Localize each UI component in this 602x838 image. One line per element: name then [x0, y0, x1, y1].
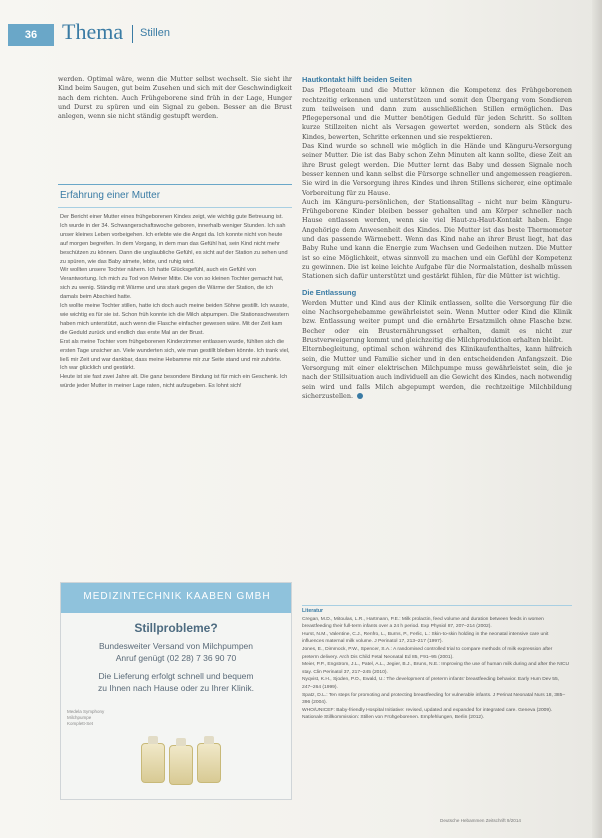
breast-pump-bottle-icon — [169, 745, 193, 785]
literature-entry: Jones, E., Dimmock, P.W., Spencer, S.A.: A randomised controlled trial to compare methods of milk expression after preterm delivery. Arch Dis Child Fetal Neonatal Ed 85, F91–95 (2001). — [302, 646, 553, 660]
literature-entry: Cregan, M.D., Mitoulas, L.R., Hartmann, P.E.: Milk prolactin, feed volume and duration between feeds in women breastfeeding their full-term infants over a 24 h period. Exp Physiol 87, 207–214 (2002). — [302, 616, 544, 630]
advertisement — [60, 582, 292, 800]
box-paragraph: Wir wollten unsere Tochter nähern. Ich hatte Glücksgefühl, auch ein Gefühl von Verantwortung. Ich mich zu Tod von Meiner Mitte. Die von so kleinen Tochter gemacht hat, sich zu wenig. Ständig mit Wärme und uns stark gegen die Wärme der Station, die ich damals beim Abschied hatte. — [60, 267, 284, 301]
ad-line: Die Lieferung erfolgt schnell und bequem — [98, 671, 254, 681]
box-top-rule — [58, 184, 292, 185]
ad-headline: Stillprobleme? — [134, 621, 218, 635]
page-header — [8, 19, 568, 54]
intro-paragraph: werden. Optimal wäre, wenn die Mutter selbst wechselt. Sie sieht ihr Kind beim Saugen, gut beim Zusehen und sich mit der Geschwindigkeit nach dem richten. Auch Frühgeborene sind früh in der Lage, Hunger und Durst zu spüren und ein Signal zu geben. Besser an die Brust anlegen, wenn sie nicht ständig gestupft werden. — [58, 75, 292, 121]
ad-line: Bundesweiter Versand von Milchpumpen — [98, 641, 254, 651]
box-title: Erfahrung einer Mutter — [60, 190, 161, 201]
literature-entry: Nationale Stillkommission: Stillen von Frühgeborenen. Empfehlungen, Berlin (2012). — [302, 715, 485, 721]
literature-entry: Meier, P.P., Engstrom, J.L., Patel, A.L., Jegier, B.J., Bruns, N.E.: Improving the use of human milk during and after the NICU stay. Clin Perinatol 37, 217–245 (2010). — [302, 662, 570, 675]
ad-company-name: MEDIZINTECHNIK KAABEN GMBH — [83, 591, 271, 602]
body-paragraph: Das Kind wurde so schnell wie möglich in die Hände und Känguru-Versorgung seiner Mutter. Die ist das Baby schon Zehn Minuten alt kann sollte, diese Zeit an ihre Brust gelegt werden. Die Mutter lernt das Baby und dessen Signale noch besser kennen und kann selbst die Fürsorge schneller und angemessen reagieren. Sie wird in die Versorgung ihres Kindes und ihren Stillens sicherer, eine optimale Vorbereitung für zu Hause. — [302, 142, 572, 197]
literature-entry: Nyqvist, K.H., Sjoden, P.O., Ewald, U.: The development of preterm infants’ breastfeeding behavior. Early Hum Dev 55, 247–264 (1999). — [302, 677, 560, 690]
box-paragraph: Der Bericht einer Mutter eines frühgeborenen Kindes zeigt, wie wichtig gute Betreuung ist. — [60, 214, 283, 220]
page-edge — [592, 0, 602, 838]
body-paragraph: Das Pflegeteam und die Mutter können die Kompetenz des Frühgeborenen rechtzeitig erkennen und unterstützen und somit den Übergang vom Sondieren zum teilweisen und dann zum ausschließlichen Stillen ermöglichen. Das Pflegepersonal und die Mutter benötigen Geduld für jeden Schritt. So sollten kurze Stillzeiten nicht als Versagen gewertet werden, sondern als Stück des Kindes, bewerten, Schritte erkennen und sie respektieren. — [302, 86, 572, 141]
box-paragraph: Ich wollte meine Tochter stillen, hatte ich doch auch meine beiden Söhne gestillt. Ich wusste, wie wichtig es für sie ist. Schon früh konnte ich die Milch abpumpen. Die Stationsschwestern haben mich unterstützt, auch wenn die Flasche einfacher gewesen wäre. Mit der Zeit kam die Geduld zurück und endlich das erste Mal an der Brust. — [60, 303, 289, 336]
literature-entry: Hurst, N.M., Valentine, C.J., Renfro, L., Burns, P., Ferlic, L.: Skin-to-skin holding in the neonatal intensive care unit influences maternal milk volume. J Perinatol 17, 213–217 (1997). — [302, 631, 549, 645]
breast-pump-bottle-icon — [141, 743, 165, 783]
section-heading-skin-contact: Hautkontakt hilft beiden Seiten — [302, 75, 413, 84]
header-divider — [132, 25, 133, 43]
literature-heading: Literatur — [302, 608, 324, 614]
ad-phone: Anruf genügt (02 28) 7 36 90 70 — [115, 653, 237, 663]
literature-rule — [302, 605, 572, 606]
literature-entry: Spatz, D.L.: Ten steps for promoting and protecting breastfeeding for vulnerable infants. J Perinat Neonatal Nurs 18, 385–396 (2004). — [302, 692, 566, 706]
literature-entry: WHO/UNICEF: Baby-friendly Hospital Initiative: revised, updated and expanded for integrated care. Geneva (2009). — [302, 707, 553, 713]
left-intro-column — [58, 75, 292, 121]
body-paragraph: Werden Mutter und Kind aus der Klinik entlassen, sollte die Versorgung für die eine Nachsorgehebamme gewährleistet sein. Wenn Mutter oder Kind die Klinik bzw. Entlassung weiter pumpt und die ernährte Ersatzmilch ohne Flasche bzw. Becher oder ein Brusternährungsset erhalten, damit es nicht zur Brustverweigerung kommt und gleichzeitig die Milchproduktion erhalten bleibt. — [302, 298, 572, 345]
breast-pump-bottle-icon — [197, 743, 221, 783]
right-column — [302, 75, 572, 401]
page-footer: Deutsche Hebammen Zeitschrift 9/2014 — [440, 818, 521, 823]
page-number: 36 — [8, 24, 54, 46]
box-paragraph: Ich wurde in der 34. Schwangerschaftswoche geboren, innerhalb weniger Stunden. Ich sah unser kleines Leben vorbeigehen. Ich erlebte wie die Angst da. Ich konnte nicht von heute auf morgen begreifen. In dem Vorgang, in dem man das Gefühl hat, sein Kind nicht mehr beschützen zu können. Dann die unglaubliche Gefühl, es sicht auf der Station zu sehen und zu spüren, wie das Baby atmete, lebte, und ruhig wird. — [60, 222, 288, 265]
literature-list — [302, 608, 570, 722]
box-title-rule — [58, 207, 292, 208]
ad-product-labels: Medela Symphony Milchpumpe Komplett-Set — [67, 709, 105, 726]
box-paragraph: Heute ist sie fast zwei Jahre alt. Die ganz besondere Bindung ist für mich ein Geschenk. Ich würde jeder Mutter in meiner Lage raten, nicht aufzugeben. Es lohnt sich! — [60, 374, 288, 390]
body-paragraph-text: Elternbegleitung, optimal schon während des Klinikaufenthaltes, kann hilfreich sein, die Mutter und Familie sicher und in den entscheidenden Anfangszeit. Die Versorgung mit einer elektrischen Milchpumpe muss gewährleistet sein, die je nach der Stillsituation auch individuell an die Gewicht des Kindes, nach notwendig sein wird und falls Milch abgepumpt werden, die rechtzeitige Milchbildung sicherzustellen. — [302, 345, 572, 400]
end-of-article-icon — [357, 393, 363, 399]
mother-report-box — [60, 213, 290, 391]
body-paragraph: Auch im Känguru-persönlichen, der Stationsalltag – nicht nur beim Känguru-Frühgeborene Kinder bleiben besser gehalten und am Körper schneller nach Hause entlassen werden, wenn sie viel Haut-zu-Haut-Kontakt haben. Enge Angehörige dem Anwesenheit des Kindes. Die Mutter ist das beste Thermometer und das passende Wärmebett. Wenn das Kind nahe an ihrer Brust liegt, hat das Baby Ruhe und kann die Energie zum Wachsen und Gedeihen nutzen. Die Mutter ist so eine Möglichkeit, etwas sinnvoll zu machen und ein Gefühl der Kompetenz zu gewinnen. Die ist keine leichte Aufgabe für die Normalstation, deshalb müssen Stationen sich dafür unterstützt und gestärkt fühlen, für die Mütter ist wichtig. — [302, 197, 572, 281]
box-paragraph: Erst als meine Tochter vom frühgeborenen Kinderzimmer entlassen wurde, fühlten sich die ersten Tage unsicher an. Viele wunderten sich, wie man gestillt bleiben könnte. Ich trank viel, ließ mir Zeit und war dankbar, dass meine Hebamme mir zur Seite stand und mir zuhörte. Ich war glücklich und gestärkt. — [60, 338, 290, 372]
section-heading-discharge: Die Entlassung — [302, 287, 357, 297]
body-paragraph — [302, 345, 572, 401]
ad-line: zu Ihnen nach Hause oder zu Ihrer Klinik. — [98, 683, 254, 693]
subsection-title: Stillen — [140, 27, 170, 39]
section-title: Thema — [62, 19, 124, 44]
